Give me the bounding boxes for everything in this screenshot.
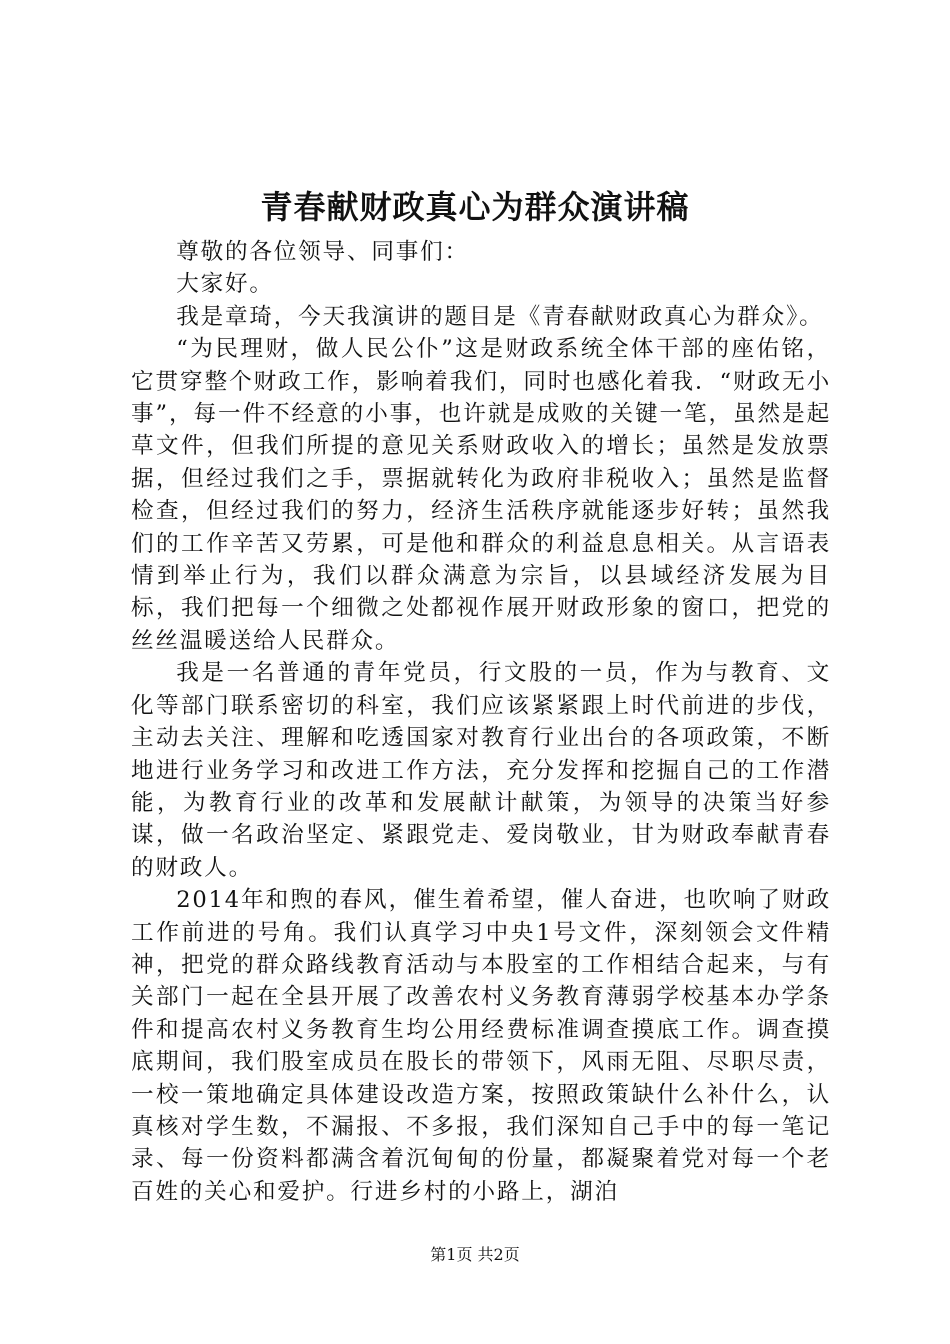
paragraph-role: 我是一名普通的青年党员，行文股的一员，作为与教育、文化等部门联系密切的科室，我们应该紧紧跟上时代前进的步伐，主动去关注、理解和吃透国家对教育行业出台的各项政策，不断地进行业务学习和改进工作方法，充分发挥和挖掘自己的工作潜能，为教育行业的改革和发展献计献策，为领导的决策当好参谋，做一名政治坚定、紧跟党走、爱岗敬业，甘为财政奉献青春的财政人。 — [131, 660, 831, 881]
paragraph-salutation: 尊敬的各位领导、同事们： — [176, 239, 469, 265]
paragraph-greeting: 大家好。 — [176, 271, 274, 298]
document-title: 青春献财政真心为群众演讲稿 — [260, 188, 690, 226]
page-footer: 第1页 共2页 — [430, 1245, 520, 1264]
paragraph-intro: 我是章琦，今天我演讲的题目是《青春献财政真心为群众》。 — [176, 303, 824, 330]
document-body — [131, 236, 831, 1208]
paragraph-motto: “为民理财，做人民公仆”这是财政系统全体干部的座佑铭，它贯穿整个财政工作，影响着我们，同时也感化着我．“财政无小事”，每一件不经意的小事，也许就是成败的关键一笔，虽然是起草文件，但我们所提的意见关系财政收入的增长；虽然是发放票据，但经过我们之手，票据就转化为政府非税收入；虽然是监督检查，但经过我们的努力，经济生活秩序就能逐步好转；虽然我们的工作辛苦又劳累，可是他和群众的利益息息相关。从言语表情到举止行为，我们以群众满意为宗旨，以县域经济发展为目标，我们把每一个细微之处都视作展开财政形象的窗口，把党的丝丝温暖送给人民群众。 — [131, 336, 831, 654]
paragraph-2014: 2014年和煦的春风，催生着希望，催人奋进，也吹响了财政工作前进的号角。我们认真学习中央1号文件，深刻领会文件精神，把党的群众路线教育活动与本股室的工作相结合起来，与有关部门一起在全县开展了改善农村义务教育薄弱学校基本办学条件和提高农村义务教育生均公用经费标准调查摸底工作。调查摸底期间，我们股室成员在股长的带领下，风雨无阻、尽职尽责，一校一策地确定具体建设改造方案，按照政策缺什么补什么，认真核对学生数，不漏报、不多报，我们深知自己手中的每一笔记录、每一份资料都满含着沉甸甸的份量，都凝聚着党对每一个老百姓的关心和爱护。行进乡村的小路上，湖泊 — [131, 887, 831, 1205]
